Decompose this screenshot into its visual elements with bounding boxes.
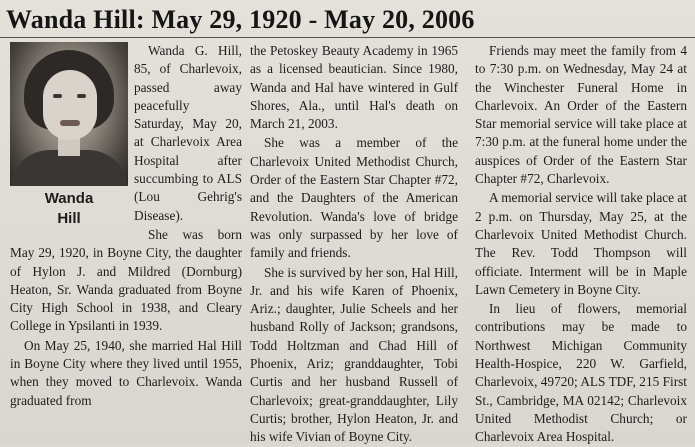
portrait-caption: [10, 189, 128, 229]
headline-rule: [0, 37, 695, 38]
caption-line-1: Wanda: [44, 190, 94, 207]
paragraph: She was a member of the Charlevoix United Methodist Church, Order of the Eastern Star Chapter #72, and the Daughters of the American Revolution. Wanda's love of bridge was only surpassed by her love of family and friends.: [250, 135, 458, 261]
portrait-photo: [10, 42, 128, 186]
paragraph: A memorial service will take place at 2 p.m. on Thursday, May 25, at the Charlevoix United Methodist Church. The Rev. Todd Thompson will officiate. Interment will be in Maple Lawn Cemetery in Boyne City.: [475, 190, 687, 297]
column-3: [475, 42, 687, 447]
paragraph: Wanda G. Hill, 85, of Charlevoix, passed away peacefully Saturday, May 20, at Charlevoix Area Hospital after succumbing to ALS (Lou Gehrig's Disease).: [134, 43, 242, 223]
paragraph: Friends may meet the family from 4 to 7:30 p.m. on Wednesday, May 24 at the Winchester Funeral Home in Charlevoix. An Order of the Eastern Star memorial service will take place at 7:30 p.m. at the funeral home under the auspices of Order of the Eastern Star Chapter #72, Charlevoix.: [475, 43, 687, 187]
paragraph: On May 25, 1940, she married Hal Hill in Boyne City where they lived until 1955, when they moved to Charlevoix. Wanda graduated from: [10, 337, 242, 408]
portrait-block: [10, 42, 128, 229]
paragraph: In lieu of flowers, memorial contributions may be made to Northwest Michigan Community Health-Hospice, 220 W. Garfield, Charlevoix, 49720; ALS TDF, 215 First St., Cambridge, MA 02142; Charlevoix United Methodist Church; or Charlevoix Area Hospital.: [475, 301, 687, 445]
caption-line-2: Hill: [57, 210, 81, 227]
paragraph: She was born May 29, 1920, in Boyne City, the daughter of Hylon J. and Mildred (Dornburg) Heaton, Sr. Wanda graduated from Boyne City High School in 1938, and Cleary College in Ypsilanti in 1939.: [10, 226, 242, 334]
paragraph: She is survived by her son, Hal Hill, Jr. and his wife Karen of Phoenix, Ariz.; daughter, Julie Scheels and her husband Rolly of Jackson; grandsons, Todd Holtzman and Chad Hill of Phoenix, Ariz; granddaughter, Tobi Curtis and her husband Russell of Charlevoix; great-granddaughter, Lily Curtis; brother, Hylon Heaton, Jr. and his wife Vivian of Boyne City.: [250, 264, 458, 445]
column-2: [250, 42, 458, 447]
obituary-headline: Wanda Hill: May 29, 1920 - May 20, 2006: [6, 5, 475, 34]
paragraph: the Petoskey Beauty Academy in 1965 as a licensed beautician. Since 1980, Wanda and Hal have wintered in Gulf Shores, Ala., until Hal's death on March 21, 2003.: [250, 43, 458, 132]
column-1: [10, 42, 242, 410]
